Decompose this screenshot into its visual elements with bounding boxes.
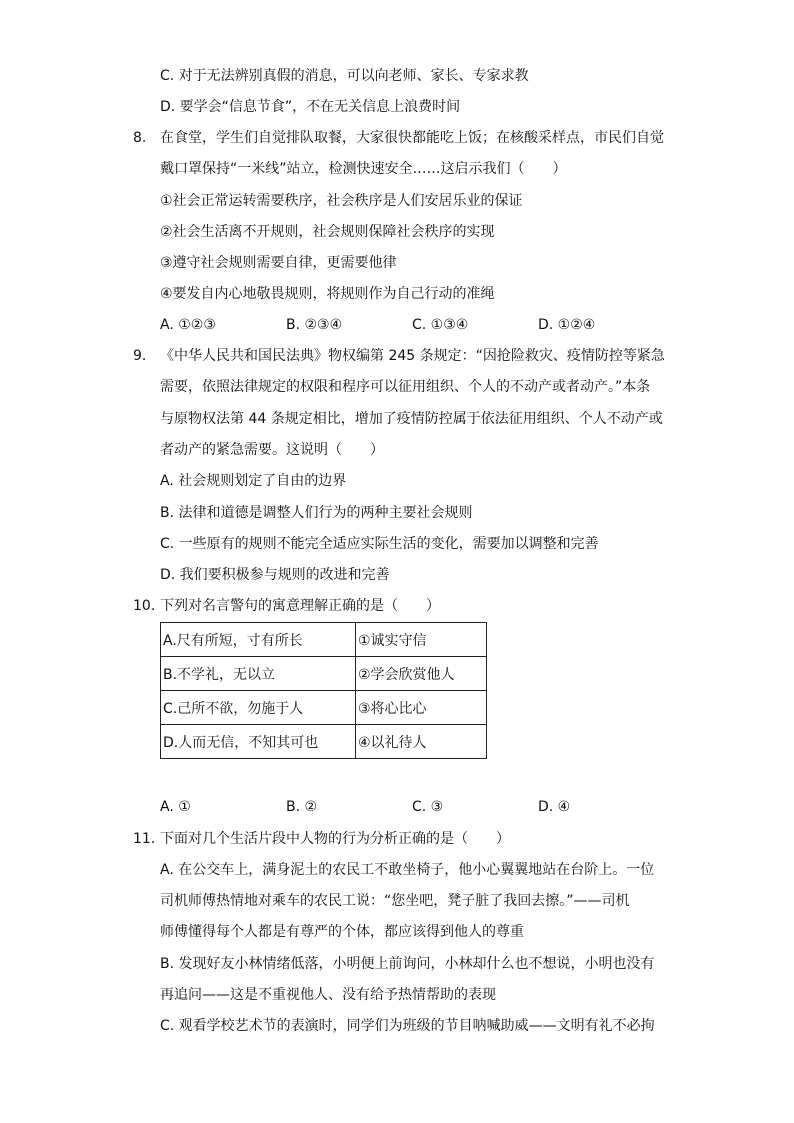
q8-option-b: B. ②③④ [286, 317, 343, 333]
q10-matching-table [160, 622, 487, 759]
q8-options [160, 316, 596, 334]
q10-option-a: A. ① [160, 799, 191, 815]
q10-stem: 下列对名言警句的寓意理解正确的是（ ） [160, 598, 440, 614]
q10-option-c: C. ③ [412, 799, 444, 815]
q7-option-c: C. 对于无法辨别真假的消息，可以向老师、家长、专家求教 [160, 68, 529, 84]
q9-stem-line3: 与原物权法第 44 条规定相比，增加了疫情防控属于依法征用组织、个人不动产或 [160, 411, 663, 427]
q10-option-b: B. ② [286, 799, 318, 815]
q9-option-d: D. 我们要积极参与规则的改进和完善 [160, 567, 390, 583]
table-cell: D.人而无信，不知其可也 [161, 725, 356, 759]
q10-options [160, 798, 580, 816]
q8-option-c: C. ①③④ [412, 317, 469, 333]
q8-option-d: D. ①②④ [538, 317, 596, 333]
q8-stem-line1: 在食堂，学生们自觉排队取餐，大家很快都能吃上饭；在核酸采样点，市民们自觉 [160, 130, 664, 146]
q8-statement-4: ④要发自内心地敬畏规则，将规则作为自己行动的准绳 [160, 286, 495, 302]
table-cell: ④以礼待人 [356, 725, 487, 759]
q11-option-b-line2: 再追问——这是不重视他人、没有给予热情帮助的表现 [160, 987, 496, 1003]
table-row [161, 657, 487, 691]
q8-statement-2: ②社会生活离不开规则，社会规则保障社会秩序的实现 [160, 224, 495, 240]
q11-option-b-line1: B. 发现好友小林情绪低落，小明便上前询问，小林却什么也不想说，小明也没有 [160, 956, 655, 972]
table-row [161, 725, 487, 759]
q8-number: 8. [133, 130, 147, 146]
q11-stem: 下面对几个生活片段中人物的行为分析正确的是（ ） [160, 831, 510, 847]
q9-number: 9. [133, 348, 147, 364]
q8-statement-3: ③遵守社会规则需要自律，更需要他律 [160, 255, 397, 271]
table-cell: C.己所不欲，勿施于人 [161, 691, 356, 725]
q9-stem-line1: 《中华人民共和国民法典》物权编第 245 条规定：“因抢险救灾、疫情防控等紧急 [160, 348, 665, 364]
q8-stem-line2: 戴口罩保持“一米线”站立，检测快速安全……这启示我们（ ） [160, 161, 567, 177]
table-cell: A.尺有所短，寸有所长 [161, 623, 356, 657]
q10-number: 10. [133, 598, 156, 614]
q11-option-a-line1: A. 在公交车上，满身泥土的农民工不敢坐椅子，他小心翼翼地站在台阶上。一位 [160, 862, 655, 878]
q7-option-d: D. 要学会“信息节食”，不在无关信息上浪费时间 [160, 99, 461, 115]
table-cell: ①诚实守信 [356, 623, 487, 657]
table-row [161, 691, 487, 725]
q11-option-c-line1: C. 观看学校艺术节的表演时，同学们为班级的节目呐喊助威——文明有礼不必拘 [160, 1018, 655, 1034]
q9-option-c: C. 一些原有的规则不能完全适应实际生活的变化，需要加以调整和完善 [160, 536, 599, 552]
q9-option-a: A. 社会规则划定了自由的边界 [160, 473, 347, 489]
q11-number: 11. [133, 831, 156, 847]
q11-option-a-line2: 司机师傅热情地对乘车的农民工说：“您坐吧，凳子脏了我回去擦。”——司机 [160, 893, 630, 909]
q10-option-d: D. ④ [538, 799, 571, 815]
q9-stem-line4: 者动产的紧急需要。这说明（ ） [160, 442, 384, 458]
q8-statement-1: ①社会正常运转需要秩序，社会秩序是人们安居乐业的保证 [160, 193, 523, 209]
table-row [161, 623, 487, 657]
q9-stem-line2: 需要，依照法律规定的权限和程序可以征用组织、个人的不动产或者动产。”本条 [160, 379, 651, 395]
q11-option-a-line3: 师傅懂得每个人都是有尊严的个体，都应该得到他人的尊重 [160, 924, 524, 940]
table-cell: ③将心比心 [356, 691, 487, 725]
table-cell: ②学会欣赏他人 [356, 657, 487, 691]
q8-option-a: A. ①②③ [160, 317, 216, 333]
table-cell: B.不学礼，无以立 [161, 657, 356, 691]
q9-option-b: B. 法律和道德是调整人们行为的两种主要社会规则 [160, 505, 473, 521]
